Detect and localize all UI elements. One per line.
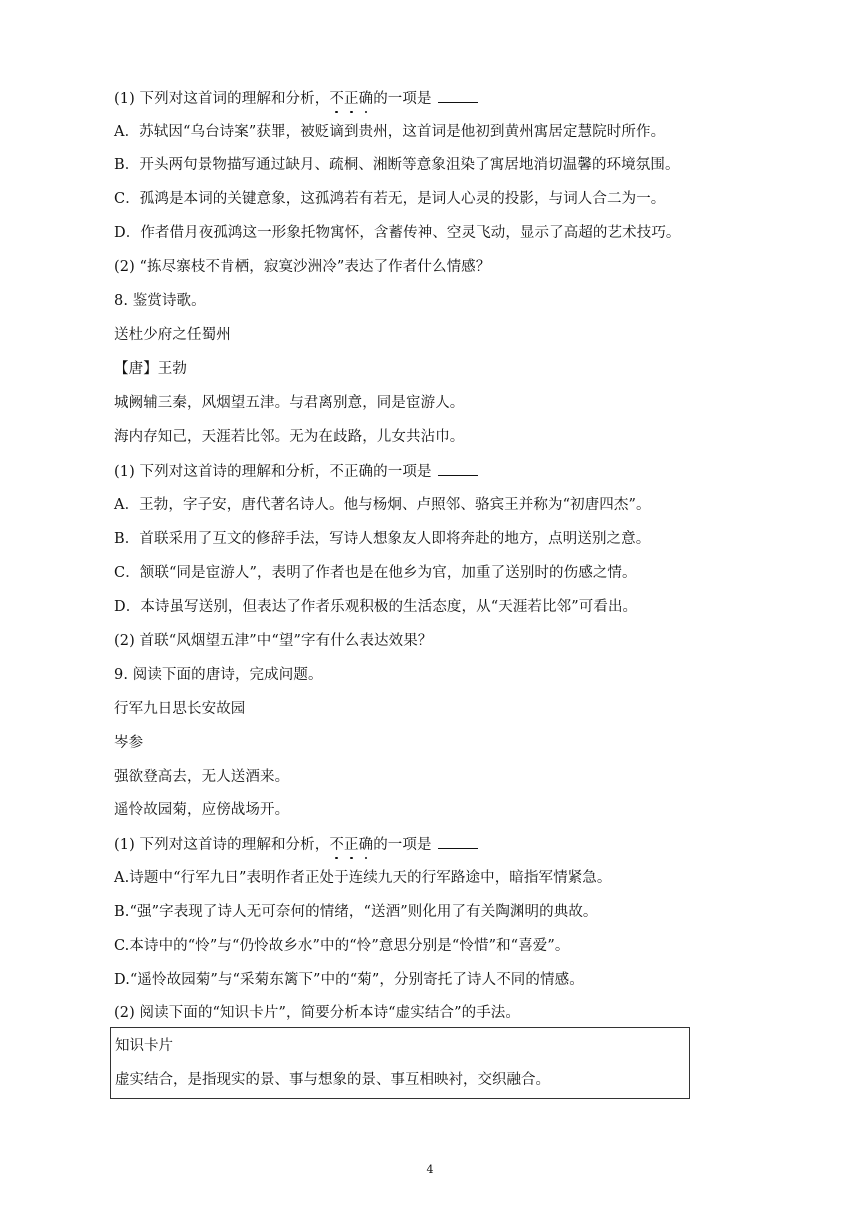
q9-poem-line: 强欲登高去，无人送酒来。 xyxy=(114,769,290,785)
q8-heading: 8. 鉴赏诗歌。 xyxy=(114,293,206,309)
answer-blank xyxy=(438,834,478,849)
answer-blank xyxy=(438,461,478,476)
emphasis-char: 确 xyxy=(358,837,374,853)
q7-option-a: A．苏轼因“乌台诗案”获罪，被贬谪到贵州，这首词是他初到黄州寓居定慧院时所作。 xyxy=(114,124,666,140)
q7-option-b: B．开头两句景物描写通过缺月、疏桐、湘断等意象沮染了寓居地消切温馨的环境氛围。 xyxy=(114,157,680,173)
emphasis-char: 确 xyxy=(358,91,374,107)
knowledge-card-text: 虚实结合，是指现实的景、事与想象的景、事互相映衬，交织融合。 xyxy=(115,1072,550,1088)
q8-option-b: B．首联采用了互文的修辞手法，写诗人想象友人即将奔赴的地方，点明送别之意。 xyxy=(114,531,651,547)
q7-option-c: C．孤鸿是本词的关键意象，这孤鸿若有若无，是词人心灵的投影，与词人合二为一。 xyxy=(114,191,666,207)
emphasis-char: 不 xyxy=(329,91,344,107)
q8-poem-author: 【唐】王勃 xyxy=(114,361,187,377)
q9-poem-author: 岑参 xyxy=(114,735,144,751)
q8-option-a: A．王勃，字子安，唐代著名诗人。他与杨炯、卢照邻、骆宾王并称为“初唐四杰”。 xyxy=(114,497,651,513)
q9-option-a: A.诗题中“行军九日”表明作者正处于连续九天的行军路途中，暗指军情紧急。 xyxy=(114,870,612,886)
q9-sub2: (2) 阅读下面的“知识卡片”，简要分析本诗“虚实结合”的手法。 xyxy=(114,1005,520,1021)
q9-sub1: (1) 下列对这首诗的理解和分析，不正确的一项是 xyxy=(114,834,478,855)
knowledge-card-title: 知识卡片 xyxy=(115,1038,173,1054)
q9-heading: 9. 阅读下面的唐诗，完成问题。 xyxy=(114,667,323,683)
q8-poem-line: 海内存知己，天涯若比邻。无为在歧路，儿女共沾巾。 xyxy=(114,429,465,445)
q8-option-c: C．颔联“同是宦游人”，表明了作者也是在他乡为官，加重了送别时的伤感之情。 xyxy=(114,565,637,581)
emphasis-char: 正 xyxy=(343,837,359,853)
q8-option-d: D．本诗虽写送别，但表达了作者乐观积极的生活态度，从“天涯若比邻”可看出。 xyxy=(114,599,638,615)
emphasis-char: 正 xyxy=(343,91,359,107)
answer-blank xyxy=(438,88,478,103)
q7-sub2: (2) “拣尽寨枝不肯栖，寂寞沙洲冷”表达了作者什么情感？ xyxy=(114,259,491,275)
q9-poem-title: 行军九日思长安故园 xyxy=(114,701,246,717)
q9-option-d: D.“遥怜故园菊”与“采菊东篱下”中的“菊”，分别寄托了诗人不同的情感。 xyxy=(114,972,584,988)
page-number: 4 xyxy=(426,1163,434,1176)
emphasis-char: 不 xyxy=(329,837,344,853)
q7-sub1: (1) 下列对这首词的理解和分析，不正确的一项是 xyxy=(114,88,478,109)
q8-sub1: (1) 下列对这首诗的理解和分析，不正确的一项是 xyxy=(114,461,478,482)
q8-sub2: (2) 首联“风烟望五津”中“望”字有什么表达效果？ xyxy=(114,633,433,649)
q8-poem-line: 城阙辅三秦，风烟望五津。与君离别意，同是宦游人。 xyxy=(114,395,465,411)
knowledge-card xyxy=(110,1027,690,1099)
q9-option-b: B.“强”字表现了诗人无可奈何的情绪，“送酒”则化用了有关陶渊明的典故。 xyxy=(114,904,598,920)
q8-poem-title: 送杜少府之任蜀州 xyxy=(114,327,231,343)
q9-option-c: C.本诗中的“怜”与“仍怜故乡水”中的“怜”意思分别是“怜惜”和“喜爱”。 xyxy=(114,938,570,954)
q9-poem-line: 遥怜故园菊，应傍战场开。 xyxy=(114,802,290,818)
q7-option-d: D．作者借月夜孤鸿这一形象托物寓怀，含蓄传神、空灵飞动，显示了高超的艺术技巧。 xyxy=(114,225,681,241)
